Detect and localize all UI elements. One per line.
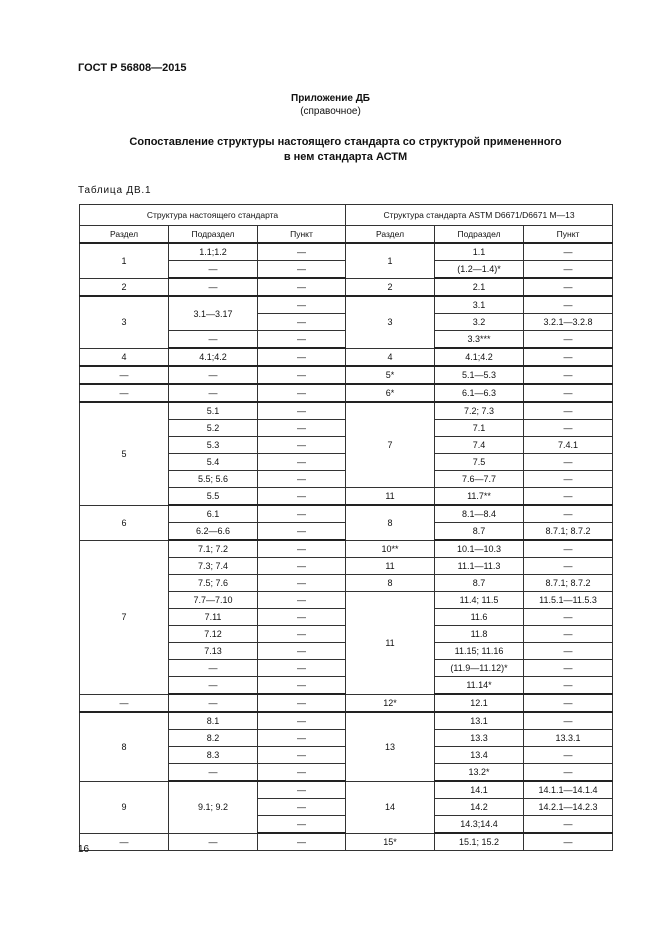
table-row [80, 781, 613, 799]
col-header-section: Раздел [80, 226, 169, 244]
table-cell: 3.2.1—3.2.8 [524, 314, 613, 331]
table-cell: — [524, 420, 613, 437]
table-row [80, 296, 613, 314]
table-cell: — [258, 402, 346, 420]
table-cell: — [80, 366, 169, 384]
table-cell: 7.7—7.10 [169, 592, 258, 609]
table-cell: — [524, 816, 613, 834]
table-cell: 5.3 [169, 437, 258, 454]
table-cell: 8 [346, 575, 435, 592]
table-cell: — [524, 712, 613, 730]
table-cell: — [258, 712, 346, 730]
table-cell: 2.1 [435, 278, 524, 296]
table-cell: — [524, 278, 613, 296]
table-cell: — [258, 609, 346, 626]
table-cell: (1.2—1.4)* [435, 261, 524, 279]
table-cell: — [169, 384, 258, 402]
table-cell: 1 [346, 243, 435, 278]
table-cell: 6.1—6.3 [435, 384, 524, 402]
table-cell: 14.3;14.4 [435, 816, 524, 834]
table-cell: 3.3*** [435, 331, 524, 349]
table-cell: — [524, 747, 613, 764]
table-cell: — [524, 384, 613, 402]
table-cell: 7.4 [435, 437, 524, 454]
table-row [80, 505, 613, 523]
table-row [80, 348, 613, 366]
table-cell: — [258, 575, 346, 592]
table-cell: — [258, 626, 346, 643]
table-cell: 8.3 [169, 747, 258, 764]
table-cell: 8.7 [435, 575, 524, 592]
table-group-header [80, 205, 613, 226]
table-cell: 10** [346, 540, 435, 558]
table-cell: 11.5.1—11.5.3 [524, 592, 613, 609]
table-cell: 13.3.1 [524, 730, 613, 747]
appendix-heading [0, 92, 661, 118]
table-cell: 3.2 [435, 314, 524, 331]
table-cell: 13.3 [435, 730, 524, 747]
table-cell: — [524, 331, 613, 349]
table-cell: 3 [346, 296, 435, 348]
table-cell: 8.7.1; 8.7.2 [524, 523, 613, 541]
appendix-title: Приложение ДБ [291, 93, 370, 104]
col-header-section: Раздел [346, 226, 435, 244]
table-cell: 7.4.1 [524, 437, 613, 454]
table-cell: — [524, 366, 613, 384]
table-cell: 6.1 [169, 505, 258, 523]
document-code: ГОСТ Р 56808—2015 [78, 62, 187, 74]
table-cell: — [524, 764, 613, 782]
table-cell: 5.1 [169, 402, 258, 420]
table-cell: — [169, 331, 258, 349]
table-cell: — [258, 331, 346, 349]
col-header-subsection: Подраздел [435, 226, 524, 244]
table-cell: — [258, 278, 346, 296]
table-cell: — [258, 243, 346, 261]
table-cell: 12.1 [435, 694, 524, 712]
table-cell: — [258, 799, 346, 816]
table-row [80, 833, 613, 851]
table-cell: — [258, 505, 346, 523]
table-cell: 13.1 [435, 712, 524, 730]
table-cell: 7.13 [169, 643, 258, 660]
group-header-astm: Структура стандарта ASTM D6671/D6671 M—13 [346, 205, 613, 226]
table-cell: 3.1—3.17 [169, 296, 258, 331]
table-cell: 14.1 [435, 781, 524, 799]
table-cell: 5* [346, 366, 435, 384]
table-cell: — [169, 833, 258, 851]
table-cell: 7.2; 7.3 [435, 402, 524, 420]
table-cell: 13.4 [435, 747, 524, 764]
table-cell: — [258, 764, 346, 782]
table-cell: 4.1;4.2 [435, 348, 524, 366]
table-cell: — [524, 660, 613, 677]
table-cell: 11 [346, 488, 435, 506]
table-cell: — [80, 694, 169, 712]
table-cell: — [524, 454, 613, 471]
table-cell: — [169, 261, 258, 279]
table-cell: 1 [80, 243, 169, 278]
table-cell: — [258, 296, 346, 314]
table-cell: — [524, 505, 613, 523]
table-cell: — [258, 488, 346, 506]
table-cell: — [258, 471, 346, 488]
table-cell: 8.7 [435, 523, 524, 541]
table-cell: 10.1—10.3 [435, 540, 524, 558]
table-cell: 8 [80, 712, 169, 781]
table-cell: 11.1—11.3 [435, 558, 524, 575]
table-cell: 5.2 [169, 420, 258, 437]
table-cell: — [524, 833, 613, 851]
table-cell: 14 [346, 781, 435, 833]
table-cell: — [169, 278, 258, 296]
table-cell: 5.4 [169, 454, 258, 471]
table-cell: — [258, 592, 346, 609]
table-cell: 3.1 [435, 296, 524, 314]
table-cell: 2 [80, 278, 169, 296]
table-cell: — [524, 243, 613, 261]
table-cell: — [169, 677, 258, 695]
table-cell: 8.1 [169, 712, 258, 730]
table-cell: — [258, 660, 346, 677]
table-cell: 13.2* [435, 764, 524, 782]
table-cell: 8.1—8.4 [435, 505, 524, 523]
table-cell: — [258, 454, 346, 471]
table-cell: — [258, 833, 346, 851]
table-cell: 6.2—6.6 [169, 523, 258, 541]
table-cell: — [524, 626, 613, 643]
table-cell: — [258, 523, 346, 541]
table-cell: — [258, 558, 346, 575]
table-cell: 4 [346, 348, 435, 366]
table-row [80, 243, 613, 261]
table-cell: — [524, 471, 613, 488]
table-cell: — [80, 384, 169, 402]
table-cell: — [524, 261, 613, 279]
table-cell: 7.5 [435, 454, 524, 471]
table-cell: — [258, 261, 346, 279]
table-cell: 14.2 [435, 799, 524, 816]
main-title-line-1: Сопоставление структуры настоящего стандарта со структурой примененного [129, 136, 562, 148]
table-cell: 7.1 [435, 420, 524, 437]
table-cell: 7.1; 7.2 [169, 540, 258, 558]
table-cell: 7.6—7.7 [435, 471, 524, 488]
table-cell: 5 [80, 402, 169, 505]
table-cell: 11.4; 11.5 [435, 592, 524, 609]
table-cell: — [258, 694, 346, 712]
table-cell: 14.2.1—14.2.3 [524, 799, 613, 816]
table-cell: 11.14* [435, 677, 524, 695]
table-cell: 9.1; 9.2 [169, 781, 258, 833]
table-row [80, 366, 613, 384]
table-cell: — [524, 348, 613, 366]
table-row [80, 402, 613, 420]
table-cell: — [169, 764, 258, 782]
table-cell: 9 [80, 781, 169, 833]
table-cell: 6 [80, 505, 169, 540]
table-cell: — [169, 366, 258, 384]
table-cell: 14.1.1—14.1.4 [524, 781, 613, 799]
table-cell: 1.1;1.2 [169, 243, 258, 261]
table-cell: — [524, 609, 613, 626]
table-cell: 5.1—5.3 [435, 366, 524, 384]
table-cell: — [524, 296, 613, 314]
table-cell: — [258, 643, 346, 660]
table-cell: — [524, 694, 613, 712]
group-header-national: Структура настоящего стандарта [80, 205, 346, 226]
table-row [80, 384, 613, 402]
table-cell: 15* [346, 833, 435, 851]
table-cell: 11 [346, 592, 435, 695]
table-caption: Таблица ДВ.1 [78, 185, 152, 196]
table-cell: — [524, 558, 613, 575]
table-cell: — [258, 348, 346, 366]
comparison-table [79, 204, 613, 851]
table-cell: — [524, 402, 613, 420]
table-cell: 3 [80, 296, 169, 348]
table-cell: 7 [346, 402, 435, 488]
table-cell: — [258, 420, 346, 437]
table-cell: — [524, 643, 613, 660]
table-cell: 7 [80, 540, 169, 694]
col-header-item: Пункт [258, 226, 346, 244]
table-cell: — [258, 437, 346, 454]
table-cell: (11.9—11.12)* [435, 660, 524, 677]
table-row [80, 712, 613, 730]
table-cell: 11.8 [435, 626, 524, 643]
table-row [80, 694, 613, 712]
table-cell: 11.6 [435, 609, 524, 626]
table-cell: — [169, 694, 258, 712]
table-cell: — [258, 677, 346, 695]
table-cell: 11.15; 11.16 [435, 643, 524, 660]
table-cell: 1.1 [435, 243, 524, 261]
table-cell: 7.11 [169, 609, 258, 626]
table-cell: 7.12 [169, 626, 258, 643]
table-cell: — [524, 488, 613, 506]
main-title-line-2: в нем стандарта АСТМ [283, 151, 408, 163]
table-cell: 4.1;4.2 [169, 348, 258, 366]
table-cell: 13 [346, 712, 435, 781]
table-cell: 6* [346, 384, 435, 402]
table-cell: 5.5; 5.6 [169, 471, 258, 488]
table-cell: — [258, 314, 346, 331]
table-row [80, 540, 613, 558]
table-cell: — [169, 660, 258, 677]
table-cell: 5.5 [169, 488, 258, 506]
col-header-item: Пункт [524, 226, 613, 244]
table-cell: — [258, 540, 346, 558]
appendix-note: (справочное) [300, 106, 361, 117]
table-cell: 12* [346, 694, 435, 712]
table-cell: — [524, 677, 613, 695]
table-cell: — [258, 366, 346, 384]
table-cell: 7.5; 7.6 [169, 575, 258, 592]
table-cell: — [258, 730, 346, 747]
table-cell: — [258, 747, 346, 764]
table-cell: 7.3; 7.4 [169, 558, 258, 575]
table-cell: 8 [346, 505, 435, 540]
table-cell: 11 [346, 558, 435, 575]
table-cell: — [258, 781, 346, 799]
table-cell: 8.2 [169, 730, 258, 747]
col-header-subsection: Подраздел [169, 226, 258, 244]
table-cell: — [258, 384, 346, 402]
page-number: 16 [78, 844, 90, 855]
table-cell: 11.7** [435, 488, 524, 506]
table-cell: — [524, 540, 613, 558]
main-title [80, 135, 611, 165]
table-column-header [80, 226, 613, 244]
table-row [80, 278, 613, 296]
table-cell: 2 [346, 278, 435, 296]
table-cell: 15.1; 15.2 [435, 833, 524, 851]
table-cell: 4 [80, 348, 169, 366]
table-cell: — [258, 816, 346, 834]
table-cell: — [80, 833, 169, 851]
table-cell: 8.7.1; 8.7.2 [524, 575, 613, 592]
